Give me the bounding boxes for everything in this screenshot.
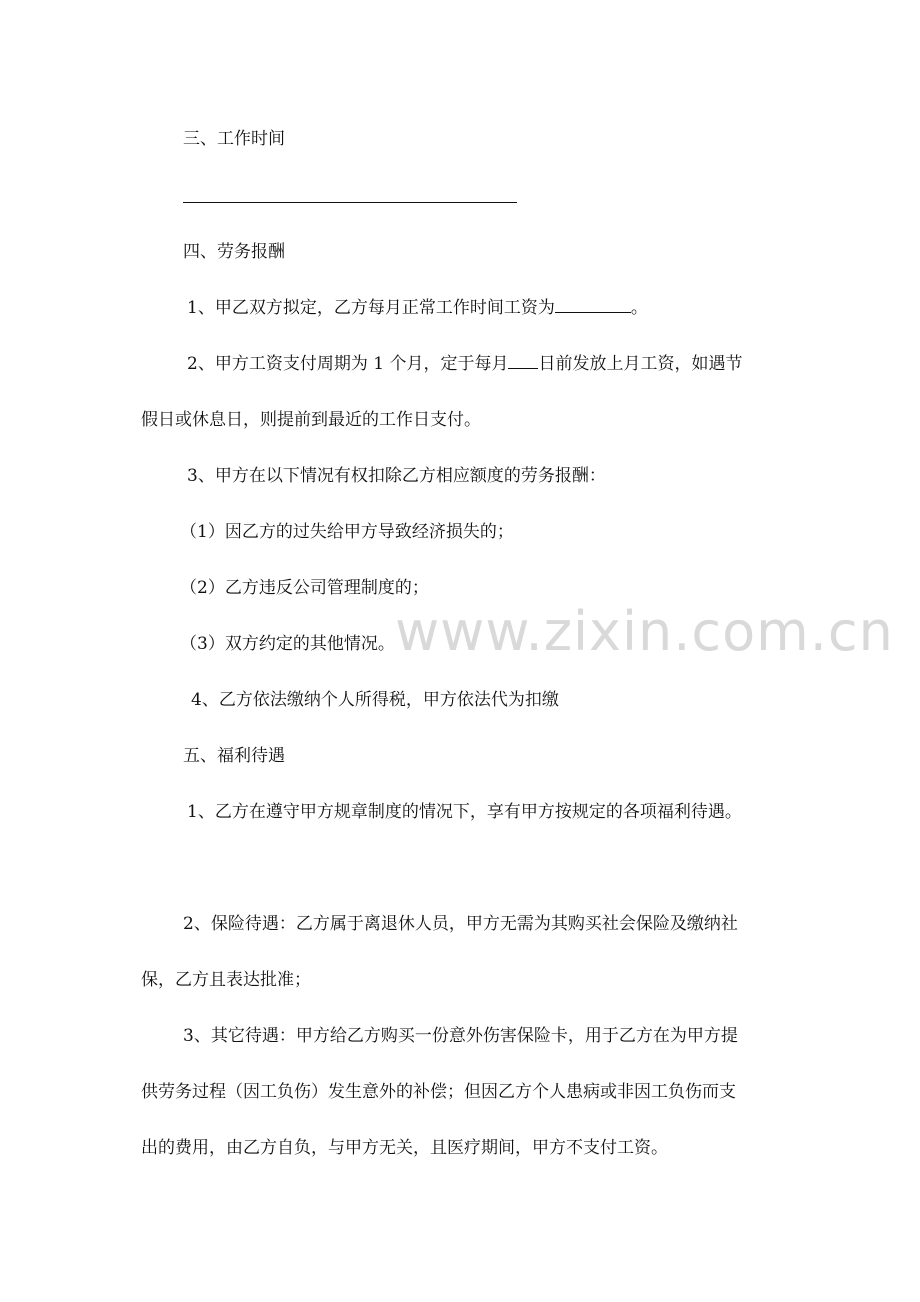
clause-4-3: 3、甲方在以下情况有权扣除乙方相应额度的劳务报酬： [187,466,606,486]
clause-4-2-text-b: 日前发放上月工资，如遇节 [538,354,743,374]
clause-5-2-line1: 2、保险待遇：乙方属于离退休人员，甲方无需为其购买社会保险及缴纳社 [183,914,738,934]
clause-4-1-text: 1、甲乙双方拟定，乙方每月正常工作时间工资为 [187,298,555,318]
clause-4-2-text-a: 2、甲方工资支付周期为 1 个月，定于每月 [187,354,509,374]
clause-5-3-line1: 3、其它待遇：甲方给乙方购买一份意外伤害保险卡，用于乙方在为甲方提 [183,1026,738,1046]
salary-blank [555,296,631,313]
work-time-blank-line [183,202,517,203]
clause-4-3-item-1: （1）因乙方的过失给甲方导致经济损失的； [180,522,514,542]
clause-5-2-line2: 保，乙方且表达批准； [141,970,311,990]
clause-4-2-line1 [187,352,742,376]
section-5-title: 五、福利待遇 [183,746,285,766]
section-4-title: 四、劳务报酬 [183,242,285,262]
clause-5-3-line3: 出的费用，由乙方自负，与甲方无关，且医疗期间，甲方不支付工资。 [141,1138,668,1158]
clause-5-1: 1、乙方在遵守甲方规章制度的情况下，享有甲方按规定的各项福利待遇。 [187,802,742,822]
section-3-title: 三、工作时间 [183,129,285,149]
clause-4-1-end: 。 [630,298,648,318]
watermark: www.zixin.com.cn [395,600,894,663]
clause-4-2-line2: 假日或休息日，则提前到最近的工作日支付。 [141,410,481,430]
clause-4-3-item-2: （2）乙方违反公司管理制度的； [180,578,429,598]
clause-4-1 [187,296,648,320]
payday-blank [508,352,538,369]
clause-4-4: 4、乙方依法缴纳个人所得税，甲方依法代为扣缴 [191,690,559,710]
clause-5-3-line2: 供劳务过程（因工负伤）发生意外的补偿；但因乙方个人患病或非因工负伤而支 [141,1082,736,1102]
clause-4-3-item-3: （3）双方约定的其他情况。 [180,634,395,654]
